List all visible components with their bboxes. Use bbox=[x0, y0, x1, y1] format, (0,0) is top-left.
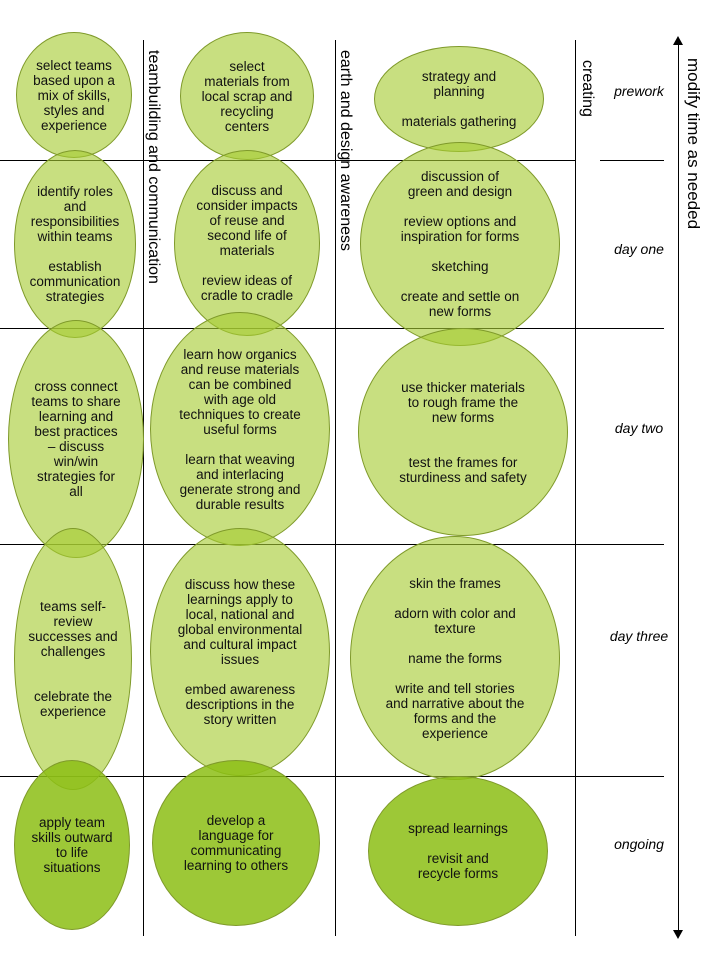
oval-earth-ongoing bbox=[152, 760, 320, 926]
oval-text: teams self- review successes and challenges celebrate the experience bbox=[28, 599, 118, 719]
column-label-teambuilding: teambuilding and communication bbox=[145, 50, 162, 284]
row-label-day-one: day one bbox=[614, 241, 664, 257]
oval-text: cross connect teams to share learning and best practices – discuss win/win strategies for all bbox=[31, 379, 121, 499]
oval-team-prework bbox=[16, 32, 132, 158]
side-label-modify-time: modify time as needed bbox=[684, 58, 703, 230]
oval-text: use thicker materials to rough frame the new forms test the frames for sturdiness and safety bbox=[399, 379, 527, 485]
oval-create-ongoing bbox=[368, 776, 548, 926]
time-arrow-shaft bbox=[678, 44, 679, 932]
oval-earth-day-three bbox=[150, 528, 330, 776]
oval-create-day-two bbox=[358, 328, 568, 536]
oval-team-ongoing bbox=[14, 760, 130, 930]
oval-text: discuss how these learnings apply to local, national and global environmental and cultural impact issues embed awareness descriptions in the story written bbox=[177, 577, 303, 727]
oval-text: learn how organics and reuse materials can be combined with age old techniques to create useful forms learn that weaving and interlacing generate strong and durable results bbox=[179, 346, 301, 512]
oval-text: discussion of green and design review options and inspiration for forms sketching create and settle on new forms bbox=[400, 169, 520, 319]
oval-text: discuss and consider impacts of reuse and second life of materials review ideas of cradle to cradle bbox=[196, 183, 298, 303]
oval-create-day-one bbox=[360, 142, 560, 346]
oval-text: select teams based upon a mix of skills, styles and experience bbox=[33, 57, 115, 133]
row-label-ongoing: ongoing bbox=[614, 836, 664, 852]
column-divider bbox=[575, 40, 576, 936]
column-label-earth-design: earth and design awareness bbox=[337, 50, 354, 252]
oval-text: develop a language for communicating learning to others bbox=[183, 813, 289, 873]
oval-text: strategy and planning materials gathering bbox=[401, 69, 517, 129]
row-divider bbox=[600, 160, 664, 161]
oval-earth-day-two bbox=[150, 312, 330, 546]
oval-earth-prework bbox=[180, 32, 314, 160]
oval-text: apply team skills outward to life situations bbox=[31, 815, 113, 875]
oval-create-prework bbox=[374, 46, 544, 152]
oval-text: skin the frames adorn with color and texture name the forms write and tell stories and narrative about the forms and the experience bbox=[385, 575, 525, 741]
oval-create-day-three bbox=[350, 536, 560, 780]
arrow-up-icon bbox=[673, 36, 683, 45]
row-label-prework: prework bbox=[614, 83, 664, 99]
column-label-creating: creating bbox=[579, 60, 596, 117]
row-label-day-two: day two bbox=[614, 420, 664, 436]
oval-text: select materials from local scrap and recycling centers bbox=[201, 58, 293, 134]
row-label-day-three: day three bbox=[609, 628, 669, 644]
oval-text: identify roles and responsibilities within teams establish communication strategies bbox=[29, 184, 121, 304]
oval-team-day-three bbox=[14, 528, 132, 790]
oval-text: spread learnings revisit and recycle forms bbox=[408, 821, 508, 881]
arrow-down-icon bbox=[673, 930, 683, 939]
oval-team-day-one bbox=[14, 150, 136, 338]
oval-earth-day-one bbox=[174, 150, 320, 336]
oval-team-day-two bbox=[8, 320, 144, 558]
